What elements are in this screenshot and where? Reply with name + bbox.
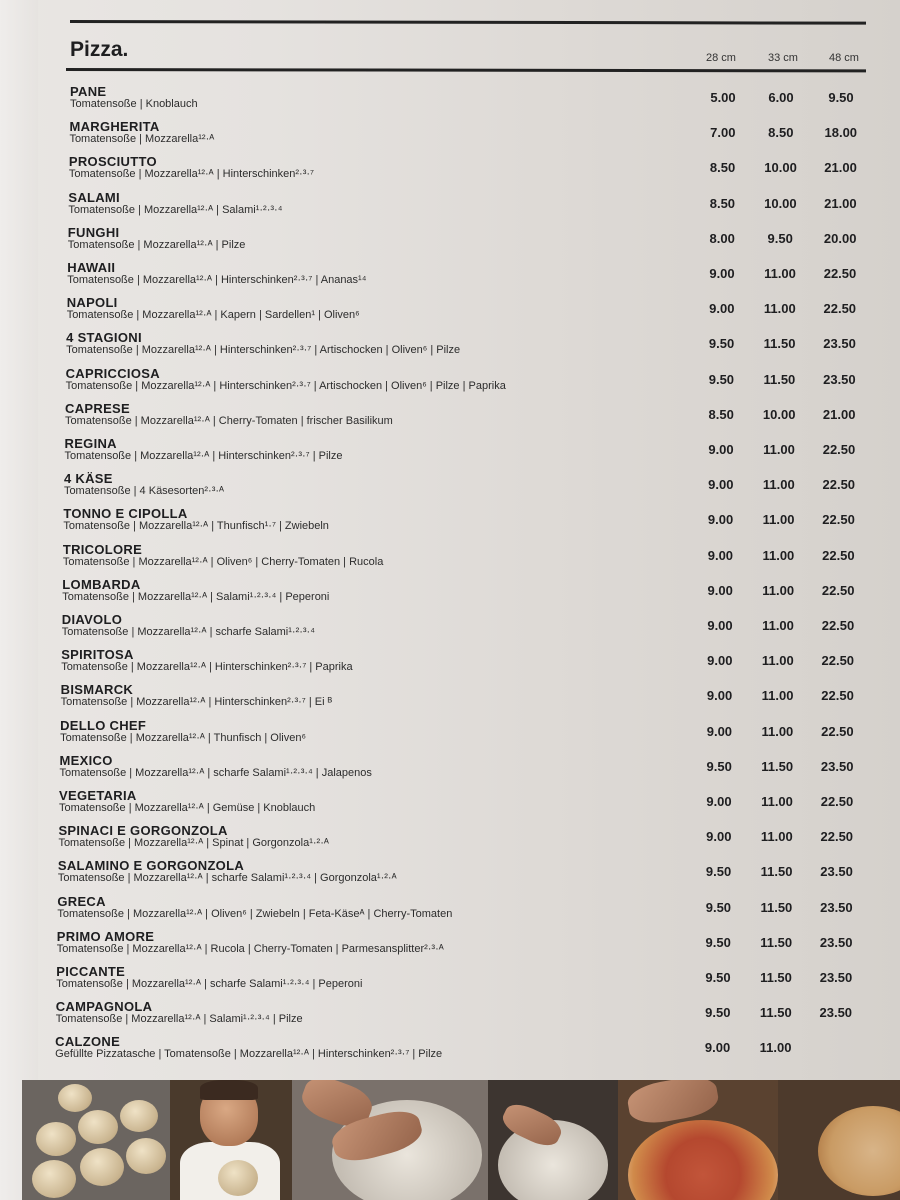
price-large: 22.50 [820, 794, 854, 809]
price-medium: 11.50 [763, 336, 796, 352]
price-small: 9.50 [705, 970, 731, 985]
price-small: 9.00 [709, 301, 735, 317]
price-small: 7.00 [710, 125, 736, 141]
item-ingredients: Tomatensoße | Mozzarella¹²·ᴬ | Hinterschinken²·³·⁷ | Pilze [64, 450, 343, 462]
pizza-photo-2 [778, 1080, 900, 1200]
price-medium: 11.00 [762, 512, 795, 528]
item-ingredients: Tomatensoße | Mozzarella¹²·ᴬ | Thunfisch | Oliven⁶ [60, 731, 307, 744]
menu-item [57, 894, 877, 928]
item-ingredients: Tomatensoße | Mozzarella¹²·ᴬ | Spinat | Gorgonzola¹·²·ᴬ [58, 837, 329, 850]
item-ingredients: Tomatensoße | Mozzarella¹²·ᴬ | Rucola | Cherry-Tomaten | Parmesansplitter²·³·ᴬ [56, 942, 444, 955]
item-name: CALZONE [55, 1034, 121, 1050]
price-small: 9.00 [707, 512, 734, 528]
price-small: 8.00 [709, 230, 735, 246]
item-ingredients: Tomatensoße | Mozzarella¹²·ᴬ | Oliven⁶ | Cherry-Tomaten | Rucola [62, 555, 384, 568]
menu-item [58, 823, 878, 857]
menu-item [55, 1034, 875, 1068]
price-medium: 6.00 [768, 90, 794, 105]
price-small: 9.00 [707, 547, 734, 563]
menu-item [57, 929, 877, 963]
price-small: 9.00 [704, 1040, 731, 1056]
price-large: 22.50 [822, 477, 856, 493]
item-name: MARGHERITA [69, 119, 160, 135]
price-medium: 9.50 [767, 230, 793, 246]
item-name: PICCANTE [56, 964, 126, 979]
dough-balls-photo [22, 1080, 170, 1200]
section-title: Pizza. [70, 38, 129, 61]
item-ingredients: Gefüllte Pizzatasche | Tomatensoße | Mozzarella¹²·ᴬ | Hinterschinken²·³·⁷ | Pilze [55, 1048, 443, 1061]
size-header-small: 28 cm [706, 52, 736, 64]
menu-item [60, 718, 880, 752]
price-medium: 11.00 [761, 794, 793, 809]
price-medium: 11.50 [760, 934, 793, 950]
item-ingredients: Tomatensoße | Mozzarella¹²·ᴬ | Salami¹·²·³·⁴ [68, 203, 283, 216]
menu-item [65, 401, 885, 435]
price-small: 9.50 [705, 864, 732, 880]
item-name: TRICOLORE [62, 541, 143, 557]
price-large: 22.50 [822, 442, 856, 457]
item-name: FUNGHI [67, 224, 120, 240]
menu-item [70, 84, 890, 118]
price-medium: 8.50 [768, 125, 794, 141]
item-ingredients: Tomatensoße | Mozzarella¹²·ᴬ | scharfe Salami¹·²·³·⁴ | Peperoni [56, 978, 363, 990]
menu-item [60, 753, 880, 787]
item-ingredients: Tomatensoße | Mozzarella¹²·ᴬ | scharfe Salami¹·²·³·⁴ | Gorgonzola¹·²·ᴬ [57, 872, 397, 885]
price-large: 23.50 [820, 758, 854, 774]
price-large: 22.50 [821, 688, 854, 704]
price-small: 9.00 [708, 442, 734, 457]
price-large: 21.00 [822, 406, 856, 422]
price-large: 23.50 [819, 1005, 853, 1021]
price-small: 9.00 [708, 477, 734, 493]
item-ingredients: Tomatensoße | Mozzarella¹²·ᴬ | Hinterschinken²·³·⁷ | Paprika [61, 661, 353, 674]
price-medium: 11.50 [760, 864, 793, 880]
item-name: 4 KÄSE [63, 471, 113, 487]
price-small: 9.00 [707, 653, 733, 669]
item-ingredients: Tomatensoße | Mozzarella¹²·ᴬ | Hinterschinken²·³·⁷ [68, 168, 315, 181]
price-medium: 11.00 [762, 477, 795, 493]
price-large: 23.50 [823, 371, 856, 387]
item-ingredients: Tomatensoße | Mozzarella¹²·ᴬ | Salami¹·²·³·⁴ | Peperoni [62, 590, 330, 603]
menu-item [67, 260, 887, 294]
menu-item [69, 154, 889, 188]
price-medium: 11.00 [762, 582, 795, 598]
menu-item [66, 330, 886, 364]
menu-item [68, 190, 888, 224]
price-medium: 10.00 [764, 195, 797, 211]
item-name: CAPRICCIOSA [65, 365, 160, 381]
price-small: 9.00 [706, 723, 733, 739]
item-name: DIAVOLO [61, 612, 123, 627]
menu-item [64, 471, 884, 505]
item-name: 4 STAGIONI [66, 330, 142, 346]
item-name: SPINACI E GORGONZOLA [58, 823, 228, 839]
photo-strip [22, 1080, 900, 1200]
item-name: CAMPAGNOLA [55, 999, 153, 1015]
price-large: 21.00 [824, 160, 857, 176]
menu-item [67, 295, 887, 329]
item-ingredients: Tomatensoße | Mozzarella¹²·ᴬ | Hinterschinken²·³·⁷ | Ei ᴮ [60, 696, 333, 709]
price-large: 22.50 [822, 512, 855, 528]
kneading-dough-photo [292, 1080, 488, 1200]
price-small: 9.50 [705, 934, 731, 950]
size-header-medium: 33 cm [768, 52, 798, 64]
item-ingredients: Tomatensoße | Mozzarella¹²·ᴬ | Hinterschinken²·³·⁷ | Ananas¹⁴ [67, 274, 367, 286]
menu-item [65, 436, 885, 470]
price-small: 8.50 [708, 406, 734, 422]
price-large: 20.00 [823, 230, 857, 246]
item-ingredients: Tomatensoße | Mozzarella¹²·ᴬ [69, 133, 215, 146]
item-ingredients: Tomatensoße | Mozzarella¹²·ᴬ | Hinterschinken²·³·⁷ | Artischocken | Oliven⁶ | Pilze [66, 344, 461, 357]
price-large: 22.50 [821, 653, 855, 669]
menu-item [56, 964, 876, 998]
item-name: PROSCIUTTO [68, 154, 157, 170]
item-ingredients: Tomatensoße | Mozzarella¹²·ᴬ | Pilze [67, 238, 246, 251]
price-small: 8.50 [709, 160, 736, 176]
price-medium: 10.00 [764, 160, 797, 176]
price-small: 9.00 [707, 618, 733, 633]
price-small: 9.50 [705, 899, 732, 915]
menu-item [63, 506, 883, 540]
item-name: BISMARCK [60, 682, 134, 698]
item-name: SALAMINO E GORGONZOLA [57, 858, 245, 874]
price-large: 23.50 [820, 864, 853, 880]
size-header-large: 48 cm [829, 52, 859, 64]
price-large: 22.50 [821, 723, 854, 739]
price-large: 22.50 [821, 618, 855, 633]
price-medium: 11.00 [762, 618, 794, 633]
item-name: MEXICO [59, 752, 113, 768]
item-ingredients: Tomatensoße | Mozzarella¹²·ᴬ | Gemüse | Knoblauch [59, 802, 316, 814]
price-medium: 11.00 [760, 829, 793, 845]
price-medium: 11.00 [764, 266, 796, 281]
price-large: 22.50 [823, 301, 857, 317]
price-medium: 11.00 [761, 723, 794, 739]
item-ingredients: Tomatensoße | Mozzarella¹²·ᴬ | Kapern | Sardellen¹ | Oliven⁶ [66, 309, 360, 322]
price-medium: 11.50 [761, 758, 794, 774]
item-name: VEGETARIA [59, 788, 137, 803]
item-ingredients: Tomatensoße | Mozzarella¹²·ᴬ | Cherry-Tomaten | frischer Basilikum [65, 414, 393, 427]
price-large: 22.50 [823, 266, 857, 281]
page-margin [0, 0, 38, 1200]
price-large: 22.50 [821, 582, 855, 598]
price-medium: 11.00 [759, 1040, 792, 1056]
price-small: 9.00 [707, 582, 733, 598]
price-small: 9.50 [705, 1005, 731, 1021]
item-name: PANE [70, 84, 107, 99]
price-large: 23.50 [819, 934, 853, 950]
menu-item [59, 788, 879, 822]
price-medium: 10.00 [762, 406, 796, 422]
item-name: CAPRESE [65, 400, 130, 416]
item-name: SALAMI [68, 189, 120, 205]
item-ingredients: Tomatensoße | Mozzarella¹²·ᴬ | Oliven⁶ | Zwiebeln | Feta-Käseᴬ | Cherry-Tomaten [57, 907, 453, 920]
item-name: NAPOLI [66, 295, 118, 311]
menu-item [56, 999, 876, 1033]
menu-item [61, 682, 881, 716]
item-ingredients: Tomatensoße | Mozzarella¹²·ᴬ | Thunfisch¹·⁷ | Zwiebeln [63, 520, 329, 533]
item-ingredients: Tomatensoße | Knoblauch [70, 98, 198, 110]
item-name: TONNO E CIPOLLA [63, 506, 188, 522]
item-ingredients: Tomatensoße | Mozzarella¹²·ᴬ | scharfe Salami¹·²·³·⁴ [61, 626, 315, 638]
price-small: 9.50 [708, 371, 735, 387]
price-medium: 11.50 [759, 1005, 792, 1021]
pressing-dough-photo [488, 1080, 618, 1200]
price-medium: 11.00 [763, 442, 795, 457]
price-small: 9.00 [706, 794, 732, 809]
price-medium: 11.50 [763, 371, 796, 387]
menu-item [69, 119, 889, 153]
price-medium: 11.50 [760, 899, 793, 915]
item-ingredients: Tomatensoße | Mozzarella¹²·ᴬ | Hinterschinken²·³·⁷ | Artischocken | Oliven⁶ | Pilze | Paprika [65, 379, 506, 392]
price-large: 23.50 [819, 970, 853, 985]
price-small: 9.50 [706, 758, 732, 774]
price-large: 9.50 [828, 90, 854, 105]
price-large: 21.00 [824, 195, 857, 211]
price-large: 22.50 [820, 829, 854, 845]
price-medium: 11.00 [763, 301, 796, 317]
price-medium: 11.00 [761, 653, 794, 669]
price-large: 23.50 [823, 336, 856, 352]
price-large: 22.50 [822, 547, 855, 563]
chef-photo [170, 1080, 292, 1200]
item-name: REGINA [64, 436, 117, 451]
menu-item [62, 577, 882, 611]
price-large: 18.00 [824, 125, 858, 141]
price-medium: 11.50 [760, 970, 792, 985]
item-name: PRIMO AMORE [56, 928, 155, 944]
price-small: 9.00 [706, 829, 732, 845]
item-name: GRECA [57, 893, 106, 909]
price-medium: 11.00 [761, 688, 794, 704]
item-name: LOMBARDA [62, 576, 141, 592]
pizza-photo [618, 1080, 778, 1200]
item-name: DELLO CHEF [60, 717, 147, 733]
item-name: SPIRITOSA [61, 647, 134, 663]
price-small: 9.50 [708, 336, 735, 352]
menu-item [58, 858, 878, 892]
menu-item [62, 612, 882, 646]
item-ingredients: Tomatensoße | Mozzarella¹²·ᴬ | scharfe Salami¹·²·³·⁴ | Jalapenos [59, 766, 372, 779]
menu-item [68, 225, 888, 259]
price-small: 9.00 [706, 688, 733, 704]
item-name: HAWAII [67, 260, 116, 275]
menu-item [66, 366, 886, 400]
price-large: 23.50 [820, 899, 853, 915]
item-ingredients: Tomatensoße | Mozzarella¹²·ᴬ | Salami¹·²·³·⁴ | Pilze [55, 1013, 303, 1026]
price-medium: 11.00 [762, 547, 795, 563]
price-small: 8.50 [709, 195, 736, 211]
menu-item [61, 647, 881, 681]
menu-item [63, 542, 883, 576]
price-small: 9.00 [709, 266, 735, 281]
item-ingredients: Tomatensoße | 4 Käsesorten²·³·ᴬ [63, 485, 225, 498]
price-small: 5.00 [710, 90, 736, 105]
